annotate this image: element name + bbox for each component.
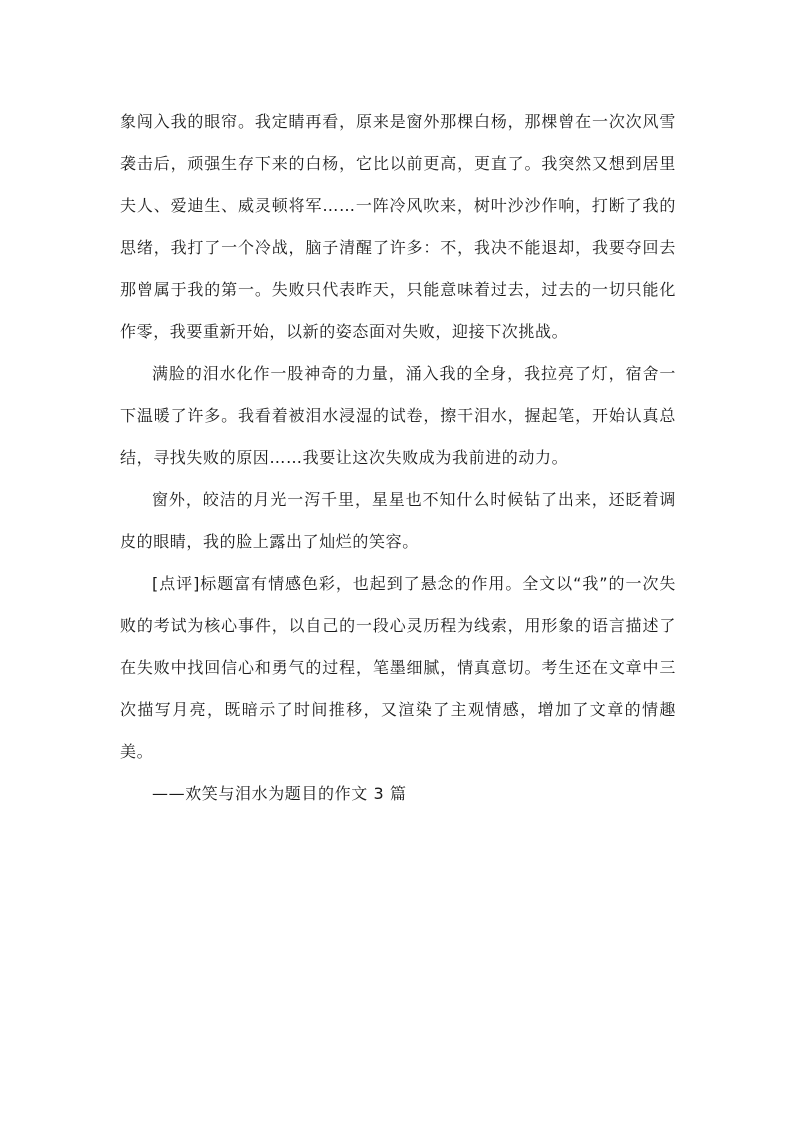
paragraph-moonlight: 窗外，皎洁的月光一泻千里，星星也不知什么时候钻了出来，还眨着调皮的眼睛，我的脸上露出了灿烂的笑容。	[120, 490, 676, 551]
source-line: ——欢笑与泪水为题目的作文 3 篇	[152, 784, 407, 803]
document-body	[120, 101, 676, 815]
paragraph-comment: [点评]标题富有情感色彩，也起到了悬念的作用。全文以“我”的一次失败的考试为核心事件，以自己的一段心灵历程为线索，用形象的语言描述了在失败中找回信心和勇气的过程，笔墨细腻，情真意切。考生还在文章中三次描写月亮，既暗示了时间推移，又渲染了主观情感，增加了文章的情趣美。	[120, 574, 676, 761]
paragraph-tears-power: 满脸的泪水化作一股神奇的力量，涌入我的全身，我拉亮了灯，宿舍一下温暖了许多。我看着被泪水浸湿的试卷，擦干泪水，握起笔，开始认真总结，寻找失败的原因……我要让这次失败成为我前进的动力。	[120, 364, 676, 467]
paragraph-continued: 象闯入我的眼帘。我定睛再看，原来是窗外那棵白杨，那棵曾在一次次风雪袭击后，顽强生存下来的白杨，它比以前更高，更直了。我突然又想到居里夫人、爱迪生、威灵顿将军……一阵冷风吹来，树叶沙沙作响，打断了我的思绪，我打了一个冷战，脑子清醒了许多：不，我决不能退却，我要夺回去那曾属于我的第一。失败只代表昨天，只能意味着过去，过去的一切只能化作零，我要重新开始，以新的姿态面对失败，迎接下次挑战。	[120, 112, 676, 341]
